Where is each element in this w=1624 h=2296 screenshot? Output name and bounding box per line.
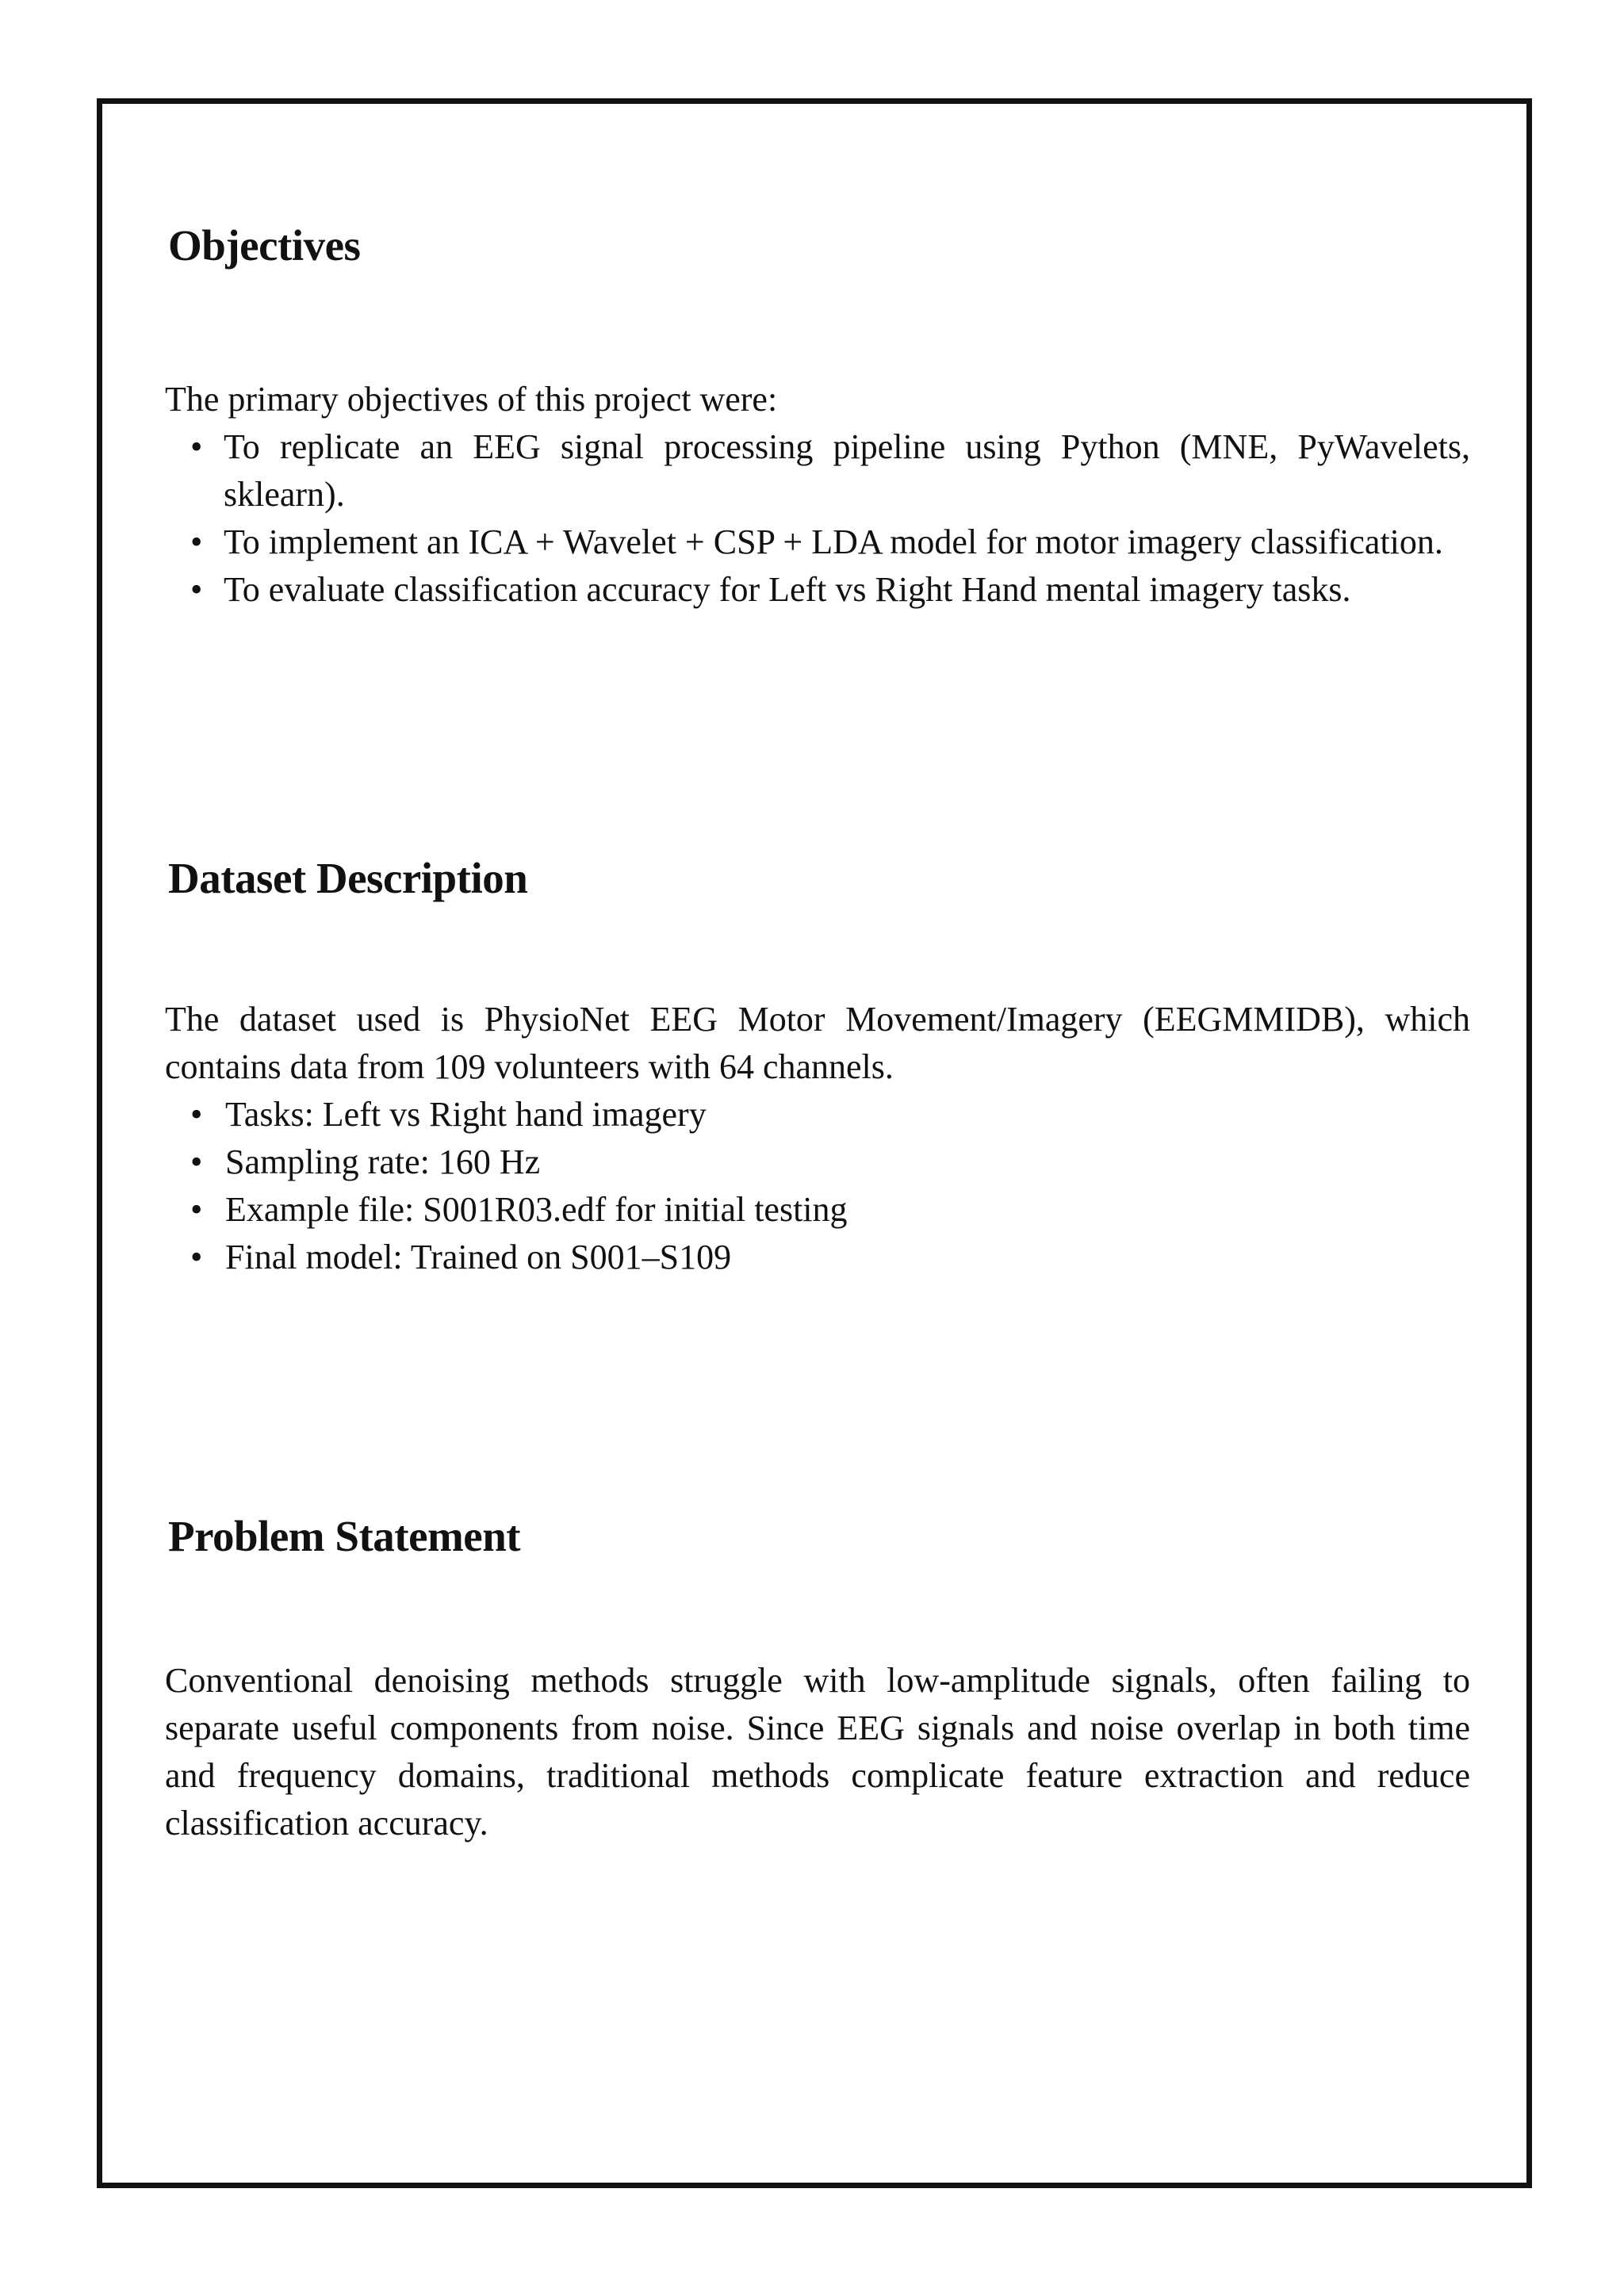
dataset-list xyxy=(165,1091,1470,1281)
bullet-icon: • xyxy=(190,1190,203,1229)
problem-body: Conventional denoising methods struggle with low-amplitude signals, often failing to separate useful components from noise. Since EEG signals and noise overlap in both time and frequency domains, traditional methods complicate feature extraction and reduce classification accuracy. xyxy=(165,1661,1470,1843)
list-item xyxy=(165,1138,1470,1186)
bullet-icon: • xyxy=(190,1142,203,1181)
objectives-list xyxy=(165,423,1470,614)
bullet-icon: • xyxy=(190,427,203,466)
list-item xyxy=(165,423,1470,519)
bullet-icon: • xyxy=(190,1095,203,1134)
bullet-icon: • xyxy=(190,570,203,609)
list-item xyxy=(165,1091,1470,1138)
bullet-icon: • xyxy=(190,1238,203,1276)
list-item xyxy=(165,566,1470,614)
list-item xyxy=(165,1234,1470,1281)
objectives-heading: Objectives xyxy=(168,221,361,270)
list-item-text: To implement an ICA + Wavelet + CSP + LDA model for motor imagery classification. xyxy=(224,522,1443,561)
dataset-heading: Dataset Description xyxy=(168,854,528,902)
dataset-intro: The dataset used is PhysioNet EEG Motor Movement/Imagery (EEGMMIDB), which contains data from 109 volunteers with 64 channels. xyxy=(165,1000,1470,1086)
list-item-text: Tasks: Left vs Right hand imagery xyxy=(225,1095,707,1134)
problem-heading: Problem Statement xyxy=(168,1512,521,1560)
objectives-intro: The primary objectives of this project were: xyxy=(165,380,778,419)
list-item-text: Sampling rate: 160 Hz xyxy=(225,1142,541,1181)
list-item xyxy=(165,519,1470,566)
list-item-text: To replicate an EEG signal processing pipeline using Python (MNE, PyWavelets, sklearn). xyxy=(224,427,1470,514)
list-item xyxy=(165,1186,1470,1234)
list-item-text: Example file: S001R03.edf for initial testing xyxy=(225,1190,848,1229)
list-item-text: Final model: Trained on S001–S109 xyxy=(225,1238,732,1276)
list-item-text: To evaluate classification accuracy for Left vs Right Hand mental imagery tasks. xyxy=(224,570,1351,609)
bullet-icon: • xyxy=(190,522,203,561)
